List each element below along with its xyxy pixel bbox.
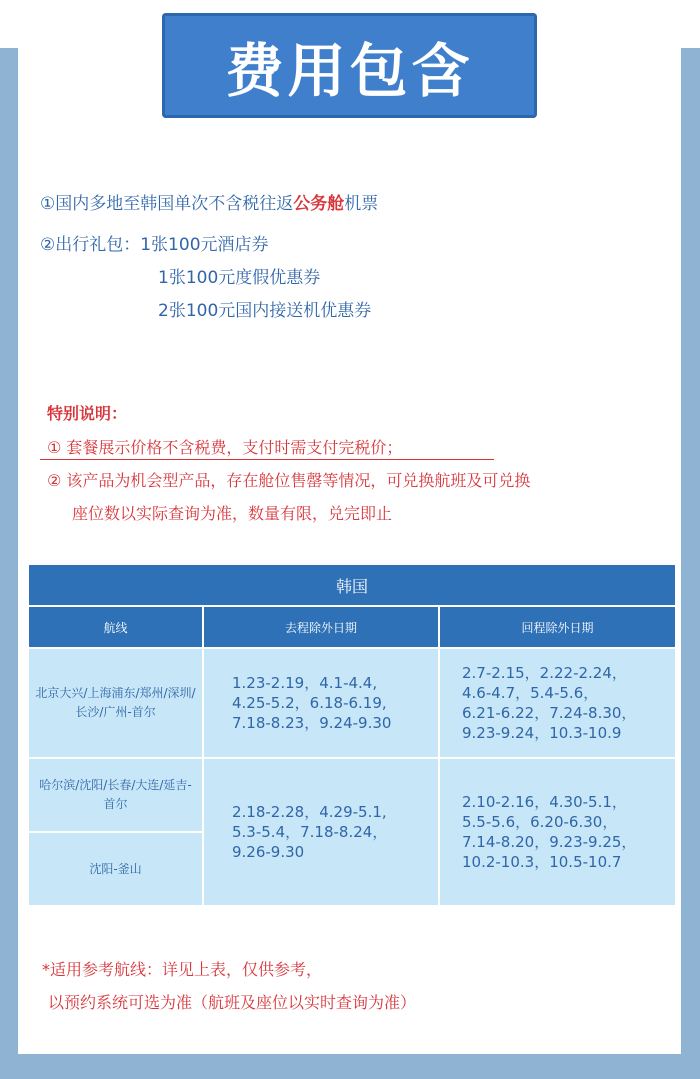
- date-line: 2.18-2.28，4.29-5.1,: [232, 803, 387, 821]
- includes-line-1: [40, 189, 378, 214]
- includes-line-4: 2张100元国内接送机优惠券: [158, 301, 372, 321]
- date-line: 5.3-5.4，7.18-8.24，: [232, 823, 388, 841]
- notice-item-2b: 座位数以实际查询为准，数量有限，兑完即止: [72, 504, 393, 523]
- date-line: 7.14-8.20，9.23-9.25，: [462, 833, 637, 851]
- date-line: 1.23-2.19，4.1-4.4,: [232, 674, 378, 692]
- footer-line-2: 以预约系统可选为准（航班及座位以实时查询为准）: [48, 993, 417, 1012]
- date-line: 9.26-9.30: [232, 843, 305, 861]
- header-return: 回程除外日期: [439, 606, 676, 648]
- page-title: 费用包含: [225, 36, 474, 105]
- title-banner: [162, 13, 537, 118]
- route-text: 北京大兴/上海浦东/郑州/深圳/: [35, 686, 196, 700]
- table-row: [28, 648, 676, 758]
- includes-line-1-prefix: ①国内多地至韩国单次不含税往返: [40, 194, 294, 214]
- date-line: 4.6-4.7，5.4-5.6，: [462, 684, 599, 702]
- header-outbound: 去程除外日期: [203, 606, 439, 648]
- notice-item-2a: ② 该产品为机会型产品，存在舱位售罄等情况，可兑换航班及可兑换: [47, 471, 531, 490]
- includes-line-3: 1张100元度假优惠券: [158, 268, 321, 288]
- includes-line-1-suffix: 机票: [344, 194, 379, 214]
- includes-highlight: 公务舱: [293, 194, 345, 214]
- notice-heading: 特别说明：: [47, 404, 128, 423]
- date-line: 9.23-9.24，10.3-10.9: [462, 724, 622, 742]
- date-line: 5.5-5.6，6.20-6.30，: [462, 813, 618, 831]
- outbound-dates-cell: [203, 648, 439, 758]
- route-text: 首尔: [103, 797, 128, 811]
- date-line: 10.2-10.3，10.5-10.7: [462, 853, 622, 871]
- header-route: 航线: [28, 606, 203, 648]
- date-line: 2.10-2.16，4.30-5.1，: [462, 793, 627, 811]
- return-dates-cell: [439, 648, 676, 758]
- notice-underline: [40, 459, 494, 460]
- date-line: 7.18-8.23，9.24-9.30: [232, 714, 392, 732]
- route-text: 沈阳-釜山: [89, 861, 142, 876]
- date-line: 2.7-2.15，2.22-2.24，: [462, 664, 627, 682]
- date-line: 4.25-5.2，6.18-6.19,: [232, 694, 387, 712]
- date-line: 6.21-6.22，7.24-8.30，: [462, 704, 637, 722]
- footer-line-1: *适用参考航线：详见上表，仅供参考，: [42, 960, 323, 979]
- notice-item-1: ① 套餐展示价格不含税费，支付时需支付完税价；: [47, 438, 403, 457]
- table-title: 韩国: [28, 564, 676, 606]
- route-cell: [28, 832, 203, 906]
- route-text: 长沙/广州-首尔: [75, 705, 156, 719]
- outbound-dates-cell: [203, 758, 439, 906]
- includes-line-2: ②出行礼包：1张100元酒店券: [40, 235, 269, 255]
- route-table: [27, 563, 677, 907]
- route-text: 哈尔滨/沈阳/长春/大连/延吉-: [39, 778, 192, 792]
- route-cell: [28, 648, 203, 758]
- route-cell: [28, 758, 203, 832]
- table-row: [28, 758, 676, 832]
- return-dates-cell: [439, 758, 676, 906]
